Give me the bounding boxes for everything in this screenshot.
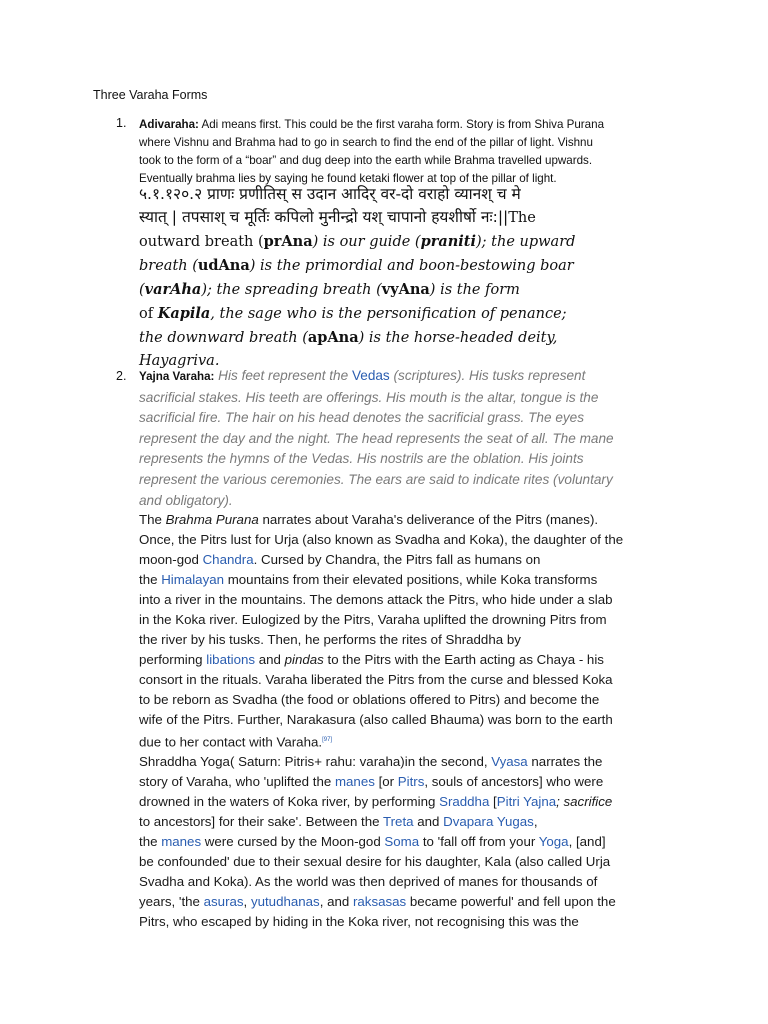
sraddha-link[interactable]: Sraddha — [439, 794, 490, 810]
adivaraha-line-2: where Vishnu and Brahma had to go in search to find the end of the pillar of light. Vishnu — [139, 136, 593, 149]
manes-link[interactable]: manes — [334, 774, 375, 790]
sanskrit-line-1: ५.१.१२०.२ प्राणः प्रणीतिस् स उदान आदिर् वर-दो वराहो व्यानश् च मे — [139, 185, 521, 203]
para-line-7: the river by his tusks. Then, he performs the rites of Shraddha by — [139, 632, 521, 647]
sanskrit-line-2: स्यात् | तपसाश् च मूर्तिः कपिलो मुनीन्द्रो यश् चापानो हयशीर्षो नः:||The — [139, 208, 536, 226]
yajna-line-3: sacrificial fire. The hair on his head denotes the sacrificial grass. The eyes — [139, 410, 585, 426]
sanskrit-verse-block — [139, 183, 679, 373]
para-line-8: performing libations and pindas to the Pitrs with the Earth acting as Chaya - his — [139, 652, 604, 667]
para-line-2: Once, the Pitrs lust for Urja (also known as Svadha and Koka), the daughter of the — [139, 532, 624, 547]
treta-link[interactable]: Treta — [383, 814, 414, 830]
para-line-11: wife of the Pitrs. Further, Narakasura (also called Bhauma) was born to the earth — [139, 712, 613, 727]
adivaraha-label: Adivaraha: — [139, 118, 199, 131]
yutudhanas-link[interactable]: yutudhanas — [250, 894, 320, 910]
yajna-line-2: sacrificial stakes. His teeth are offerings. His mouth is the altar, tongue is the — [139, 389, 599, 405]
para-line-12: due to her contact with Varaha.[97] — [139, 734, 333, 750]
translation-line-4: of Kapila, the sage who is the personification of penance; — [139, 305, 567, 322]
para-line-13: Shraddha Yoga( Saturn: Pitris+ rahu: varaha)in the second, Vyasa narrates the — [139, 754, 603, 770]
translation-line-3: (varAha); the spreading breath (vyAna) is the form — [139, 281, 520, 298]
para-line-17: the manes were cursed by the Moon-god Soma to 'fall off from your Yoga, [and] — [139, 834, 606, 850]
translation-line-6: Hayagriva. — [139, 353, 220, 369]
vyasa-link[interactable]: Vyasa — [491, 754, 528, 770]
yoga-link[interactable]: Yoga — [538, 834, 569, 850]
yajna-line-7: and obligatory). — [139, 492, 233, 508]
translation-line-5: the downward breath (apAna) is the horse-headed deity, — [139, 329, 558, 346]
yajna-line-1: Yajna Varaha: His feet represent the Vedas (scriptures). His tusks represent — [139, 368, 586, 383]
document-title: Three Varaha Forms — [93, 88, 208, 102]
para-line-20: years, 'the asuras, yutudhanas, and raksasas became powerful' and fell upon the — [139, 894, 616, 910]
list-item-yajna-varaha — [139, 366, 675, 511]
reference-link[interactable]: [97] — [322, 737, 333, 743]
pitri-yajna-link[interactable]: Pitri Yajna — [496, 794, 557, 810]
para-line-1: The Brahma Purana narrates about Varaha's deliverance of the Pitrs (manes). — [139, 512, 599, 527]
para-line-4: the Himalayan mountains from their elevated positions, while Koka transforms — [139, 572, 598, 587]
vedas-link[interactable]: Vedas — [351, 368, 390, 383]
translation-line-2: breath (udAna) is the primordial and boon-bestowing boar — [139, 257, 574, 274]
yajna-line-6: represent the various ceremonies. The ears are said to indicate rites (voluntary — [139, 471, 613, 487]
para-line-6: in the Koka river. Eulogized by the Pitrs, Varaha uplifted the drowning Pitrs from — [139, 612, 607, 627]
adivaraha-line-3: took to the form of a “boar” and dug deep into the earth while Brahma travelled upwards. — [139, 154, 593, 167]
libations-link[interactable]: libations — [206, 652, 256, 667]
para-line-9: consort in the rituals. Varaha liberated the Pitrs from the curse and blessed Koka — [139, 672, 613, 687]
para-line-19: Svadha and Koka). As the world was then deprived of manes for thousands of — [139, 874, 598, 890]
list-number-2: 2. — [116, 369, 127, 383]
soma-link[interactable]: Soma — [384, 834, 420, 850]
brahma-purana-paragraph — [139, 510, 679, 932]
list-number-1: 1. — [116, 116, 127, 130]
himalayan-link[interactable]: Himalayan — [161, 572, 225, 587]
para-line-16: to ancestors] for their sake'. Between the Treta and Dvapara Yugas, — [139, 814, 538, 830]
list-item-adivaraha — [139, 116, 669, 188]
yajna-label: Yajna Varaha: — [139, 370, 215, 383]
translation-line-1: outward breath (prAna) is our guide (praniti); the upward — [139, 233, 576, 250]
para-line-10: to be reborn as Svadha (the food or oblations offered to Pitrs) and become the — [139, 692, 600, 707]
manes-link-2[interactable]: manes — [161, 834, 202, 850]
para-line-15: drowned in the waters of Koka river, by performing Sraddha [Pitri Yajna; sacrifice — [139, 794, 613, 810]
adivaraha-line-1: Adivaraha: Adi means first. This could be the first varaha form. Story is from Shiva Purana — [139, 118, 605, 131]
dvapara-yugas-link[interactable]: Dvapara Yugas — [443, 814, 534, 830]
asuras-link[interactable]: asuras — [203, 894, 244, 910]
para-line-5: into a river in the mountains. The demons attack the Pitrs, who hide under a slab — [139, 592, 613, 607]
para-line-14: story of Varaha, who 'uplifted the manes [or Pitrs, souls of ancestors] who were — [139, 774, 604, 790]
yajna-line-4: represent the day and the night. The head represents the seat of all. The mane — [139, 430, 614, 446]
para-line-18: be confounded' due to their sexual desire for his daughter, Kala (also called Urja — [139, 854, 611, 870]
chandra-link[interactable]: Chandra — [202, 552, 254, 567]
raksasas-link[interactable]: raksasas — [352, 894, 407, 910]
para-line-3: moon-god Chandra. Cursed by Chandra, the Pitrs fall as humans on — [139, 552, 541, 567]
para-line-21: Pitrs, who escaped by hiding in the Koka river, not recognising this was the — [139, 914, 579, 930]
pitrs-link[interactable]: Pitrs — [397, 774, 425, 790]
yajna-line-5: represents the hymns of the Vedas. His nostrils are the oblation. His joints — [139, 451, 584, 467]
adivaraha-line-4: Eventually brahma lies by saying he found ketaki flower at top of the pillar of light. — [139, 172, 557, 185]
